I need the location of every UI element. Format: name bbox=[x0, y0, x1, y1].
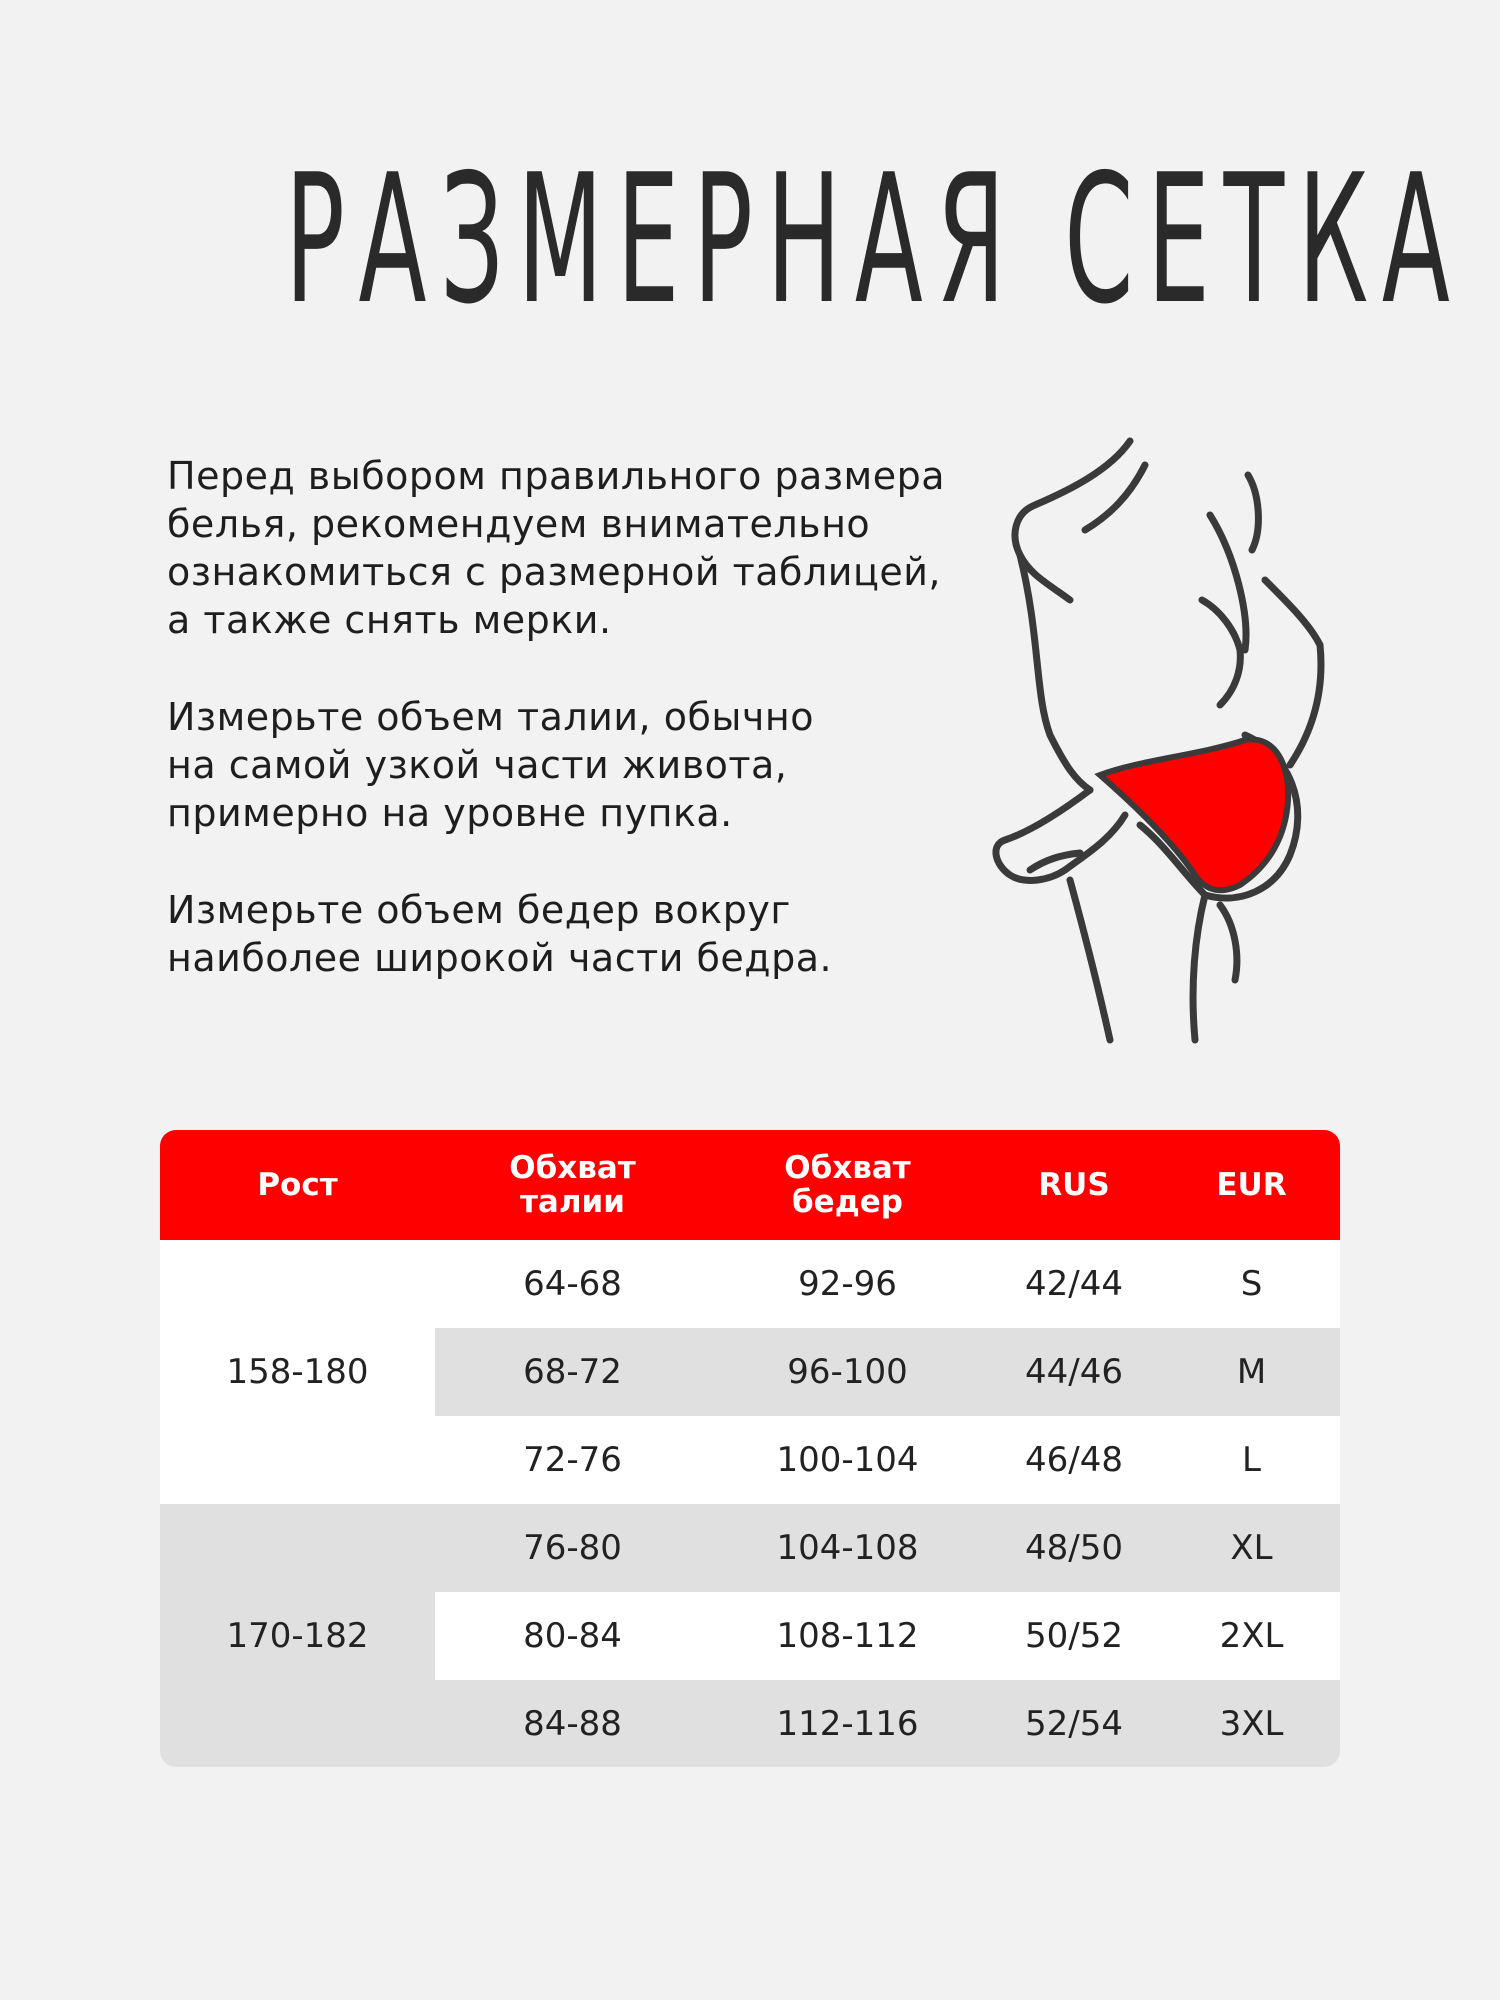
size-chart-table bbox=[160, 1130, 1340, 1767]
rus-size-cell: 50/52 bbox=[1025, 1616, 1123, 1656]
hips-cell: 96-100 bbox=[787, 1352, 908, 1392]
waist-cell: 64-68 bbox=[523, 1264, 622, 1304]
column-header-eur: EUR bbox=[1216, 1167, 1287, 1203]
height-group-1: 158-180 bbox=[226, 1352, 369, 1392]
rus-size-cell: 48/50 bbox=[1025, 1528, 1123, 1568]
waist-cell: 72-76 bbox=[523, 1440, 622, 1480]
waist-cell: 68-72 bbox=[523, 1352, 622, 1392]
waist-cell: 80-84 bbox=[523, 1616, 622, 1656]
column-header-rus: RUS bbox=[1038, 1167, 1110, 1203]
page-title: РАЗМЕРНАЯ СЕТКА bbox=[285, 136, 1464, 343]
waist-cell: 84-88 bbox=[523, 1704, 622, 1744]
intro-paragraph-hips: Измерьте объем бедер вокруг наиболее широкой части бедра. bbox=[167, 888, 833, 980]
rus-size-cell: 44/46 bbox=[1025, 1352, 1123, 1392]
hips-cell: 92-96 bbox=[798, 1264, 897, 1304]
body-silhouette-illustration bbox=[990, 435, 1340, 1045]
table-header bbox=[160, 1130, 1340, 1240]
intro-paragraph-waist: Измерьте объем талии, обычно на самой узкой части живота, примерно на уровне пупка. bbox=[167, 695, 814, 835]
column-header-waist: Обхват талии bbox=[509, 1150, 636, 1220]
intro-paragraph-selection: Перед выбором правильного размера белья, рекомендуем внимательно ознакомиться с размерной таблицей, а также снять мерки. bbox=[167, 454, 945, 642]
eur-size-cell: L bbox=[1242, 1440, 1261, 1480]
hips-cell: 108-112 bbox=[776, 1616, 919, 1656]
rus-size-cell: 42/44 bbox=[1025, 1264, 1123, 1304]
hips-cell: 100-104 bbox=[776, 1440, 919, 1480]
eur-size-cell: M bbox=[1236, 1352, 1267, 1392]
hips-cell: 112-116 bbox=[776, 1704, 919, 1744]
column-header-height: Рост bbox=[257, 1167, 338, 1203]
intro-text bbox=[167, 452, 1027, 1031]
eur-size-cell: 3XL bbox=[1219, 1704, 1284, 1744]
rus-size-cell: 46/48 bbox=[1025, 1440, 1123, 1480]
rus-size-cell: 52/54 bbox=[1025, 1704, 1123, 1744]
eur-size-cell: 2XL bbox=[1219, 1616, 1284, 1656]
column-header-hips: Обхват бедер bbox=[784, 1150, 911, 1220]
height-group-2: 170-182 bbox=[226, 1615, 369, 1656]
eur-size-cell: S bbox=[1240, 1264, 1263, 1304]
waist-cell: 76-80 bbox=[523, 1528, 622, 1568]
hips-cell: 104-108 bbox=[776, 1528, 919, 1568]
eur-size-cell: XL bbox=[1230, 1528, 1273, 1568]
